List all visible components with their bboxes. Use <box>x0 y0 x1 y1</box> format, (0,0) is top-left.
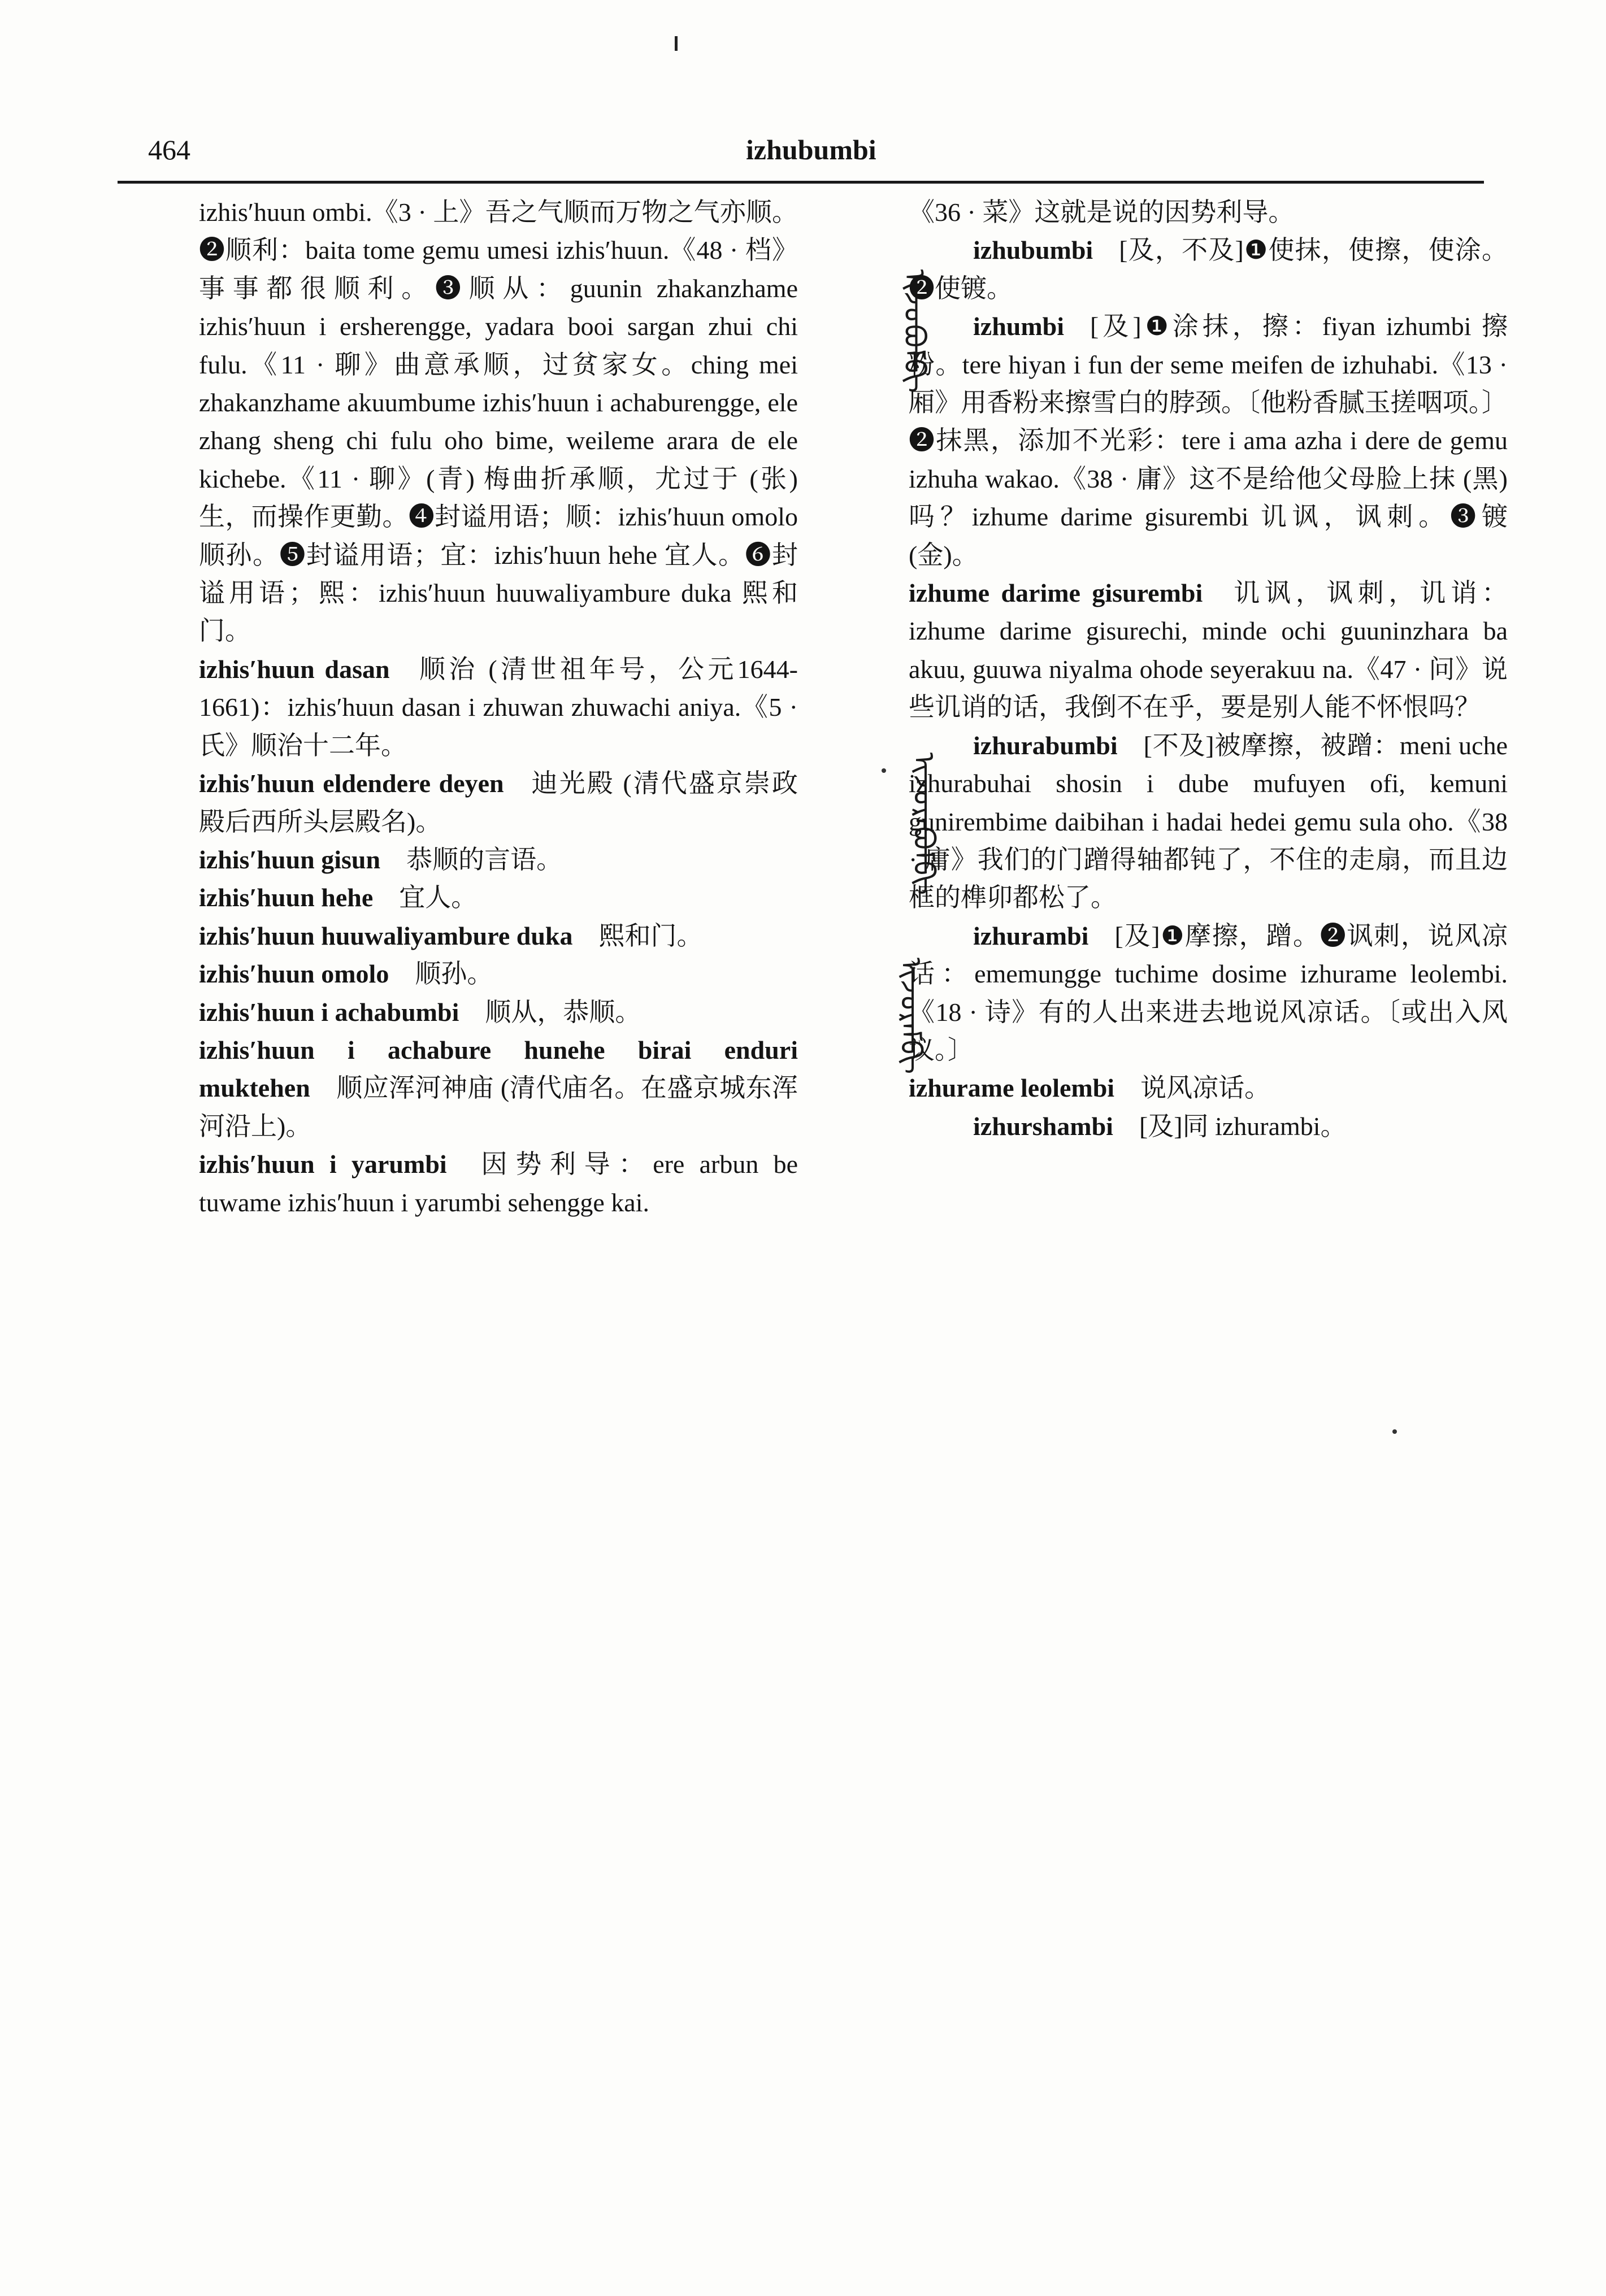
dictionary-entry <box>909 307 1508 574</box>
entry-definition: 因势利导：ere arbun be tuwame izhis′huun i yarumbi sehengge kai. <box>199 1150 798 1217</box>
right-column <box>909 193 1508 1145</box>
page-number: 464 <box>148 134 190 166</box>
running-head: izhubumbi <box>746 134 876 166</box>
entry-headword: izhumbi <box>973 312 1065 341</box>
dictionary-entry <box>909 917 1508 1069</box>
entry-headword: izhis′huun dasan <box>199 654 390 684</box>
dictionary-entry <box>909 193 1508 231</box>
entry-definition: izhis′huun ombi.《3 · 上》吾之气顺而万物之气亦顺。❷顺利：baita tome gemu umesi izhis′huun.《48 · 档》事事都很顺利。❸顺从：guunin zhakanzhame izhis′huun i ersherengge, yadara booi sargan zhui chi fulu.《11 · 聊》曲意承顺，过贫家女。ching mei zhakanzhame akuumbume izhis′huun i achaburengge, ele zhang sheng chi fulu oho bime, weileme arara de ele kichebe.《11 · 聊》(青) 梅曲折承顺，尤过于 (张) 生，而操作更勤。❹封谥用语；顺：izhis′huun omolo 顺孙。❺封谥用语；宜：izhis′huun hehe 宜人。❻封谥用语；熙：izhis′huun huuwaliyambure duka 熙和门。 <box>199 198 798 646</box>
entry-headword: izhis′huun omolo <box>199 959 389 989</box>
entry-definition: 宜人。 <box>399 883 478 912</box>
margin-mongolian-script: ᠢᠵᠤᠷᠠᠪᠤᠮᠪᠢ <box>906 752 941 895</box>
entry-definition: [及]❶摩擦，蹭。❷讽刺，说风凉话：ememungge tuchime dosime izhurame leolembi.《18 · 诗》有的人出来进去地说风凉话。〔或出入风议。〕 <box>909 921 1508 1064</box>
entry-definition: 《36 · 菜》这就是说的因势利导。 <box>909 198 1295 227</box>
speck <box>882 768 886 773</box>
left-column <box>199 193 798 1221</box>
entry-headword: izhis′huun huuwaliyambure duka <box>199 921 573 950</box>
speck <box>1392 1429 1397 1434</box>
dictionary-entry <box>199 650 798 764</box>
print-mark <box>675 36 678 51</box>
entry-headword: izhis′huun i achabure hunehe birai enduri muktehen <box>199 1035 798 1103</box>
entry-headword: izhurabumbi <box>973 730 1118 760</box>
entry-headword: izhurame leolembi <box>909 1073 1115 1103</box>
entry-headword: izhis′huun i yarumbi <box>199 1150 447 1179</box>
dictionary-entry <box>199 764 798 841</box>
entry-headword: izhis′huun gisun <box>199 845 381 874</box>
entry-headword: izhis′huun i achabumbi <box>199 997 459 1027</box>
entry-definition: 顺孙。 <box>415 959 493 989</box>
dictionary-entry <box>909 574 1508 727</box>
entry-headword: izhume darime gisurembi <box>909 579 1203 608</box>
entry-headword: izhis′huun eldendere deyen <box>199 769 504 798</box>
entry-headword: izhubumbi <box>973 236 1093 265</box>
entry-definition: 迪光殿 (清代盛京崇政殿后西所头层殿名)。 <box>199 769 798 836</box>
dictionary-entry <box>199 1031 798 1145</box>
entry-definition: [不及]被摩擦，被蹭：meni uche izhurabuhai shosin i dube mufuyen ofi, kemuni gunirembime daibihan i hadai hedei gemu sula oho.《38 · 庸》我们的门蹭得轴都钝了，不住的走扇，而且边框的榫卯都松了。 <box>909 730 1508 912</box>
dictionary-entry <box>909 1069 1508 1107</box>
dictionary-entry <box>909 727 1508 917</box>
dictionary-entry <box>199 193 798 650</box>
entry-definition: 顺应浑河神庙 (清代庙名。在盛京城东浑河沿上)。 <box>199 1073 798 1141</box>
header-rule <box>118 181 1484 184</box>
dictionary-entry <box>909 1107 1508 1145</box>
dictionary-entry <box>199 841 798 879</box>
entry-definition: 讥讽，讽刺，讥诮：izhume darime gisurechi, minde ochi guuninzhara ba akuu, guuwa niyalma ohode seyerakuu na.《47 · 问》说些讥诮的话，我倒不在乎，要是别人能不怀恨吗？ <box>909 579 1508 722</box>
entry-definition: 顺从，恭顺。 <box>485 997 641 1027</box>
entry-headword: izhurshambi <box>973 1111 1113 1141</box>
entry-definition: 恭顺的言语。 <box>406 845 563 874</box>
entry-definition: 熙和门。 <box>598 921 703 950</box>
margin-mongolian-script: ᠢᠵᠤᠷᠠᠮᠪᠢ <box>893 957 928 1075</box>
entry-definition: [及]❶涂抹，擦：fiyan izhumbi 擦粉。tere hiyan i fun der seme meifen de izhuhabi.《13 · 厢》用香粉来擦雪白的脖颈。〔他粉香腻玉搓咽项。〕❷抹黑，添加不光彩：tere i ama azha i dere de gemu izhuha wakao.《38 · 庸》这不是给他父母脸上抹 (黑) 吗？izhume darime gisurembi 讥讽，讽刺。❸镀 (金)。 <box>909 312 1508 569</box>
entry-headword: izhurambi <box>973 921 1089 950</box>
dictionary-entry <box>199 879 798 916</box>
dictionary-entry <box>199 955 798 993</box>
entry-definition: [及，不及]❶使抹，使擦，使涂。❷使镀。 <box>909 236 1508 303</box>
dictionary-entry <box>909 231 1508 307</box>
entry-definition: 顺治 (清世祖年号，公元1644- 1661)：izhis′huun dasan i zhuwan zhuwachi aniya.《5 · 氏》顺治十二年。 <box>199 654 798 760</box>
margin-mongolian-script: ᠢᠵᠤᠪᠤᠮᠪᠢ <box>897 269 931 393</box>
entry-headword: izhis′huun hehe <box>199 883 374 912</box>
dictionary-entry <box>199 1145 798 1221</box>
dictionary-entry <box>199 917 798 955</box>
dictionary-entry <box>199 993 798 1031</box>
entry-definition: 说风凉话。 <box>1140 1073 1271 1103</box>
entry-definition: [及]同 izhurambi。 <box>1139 1111 1347 1141</box>
